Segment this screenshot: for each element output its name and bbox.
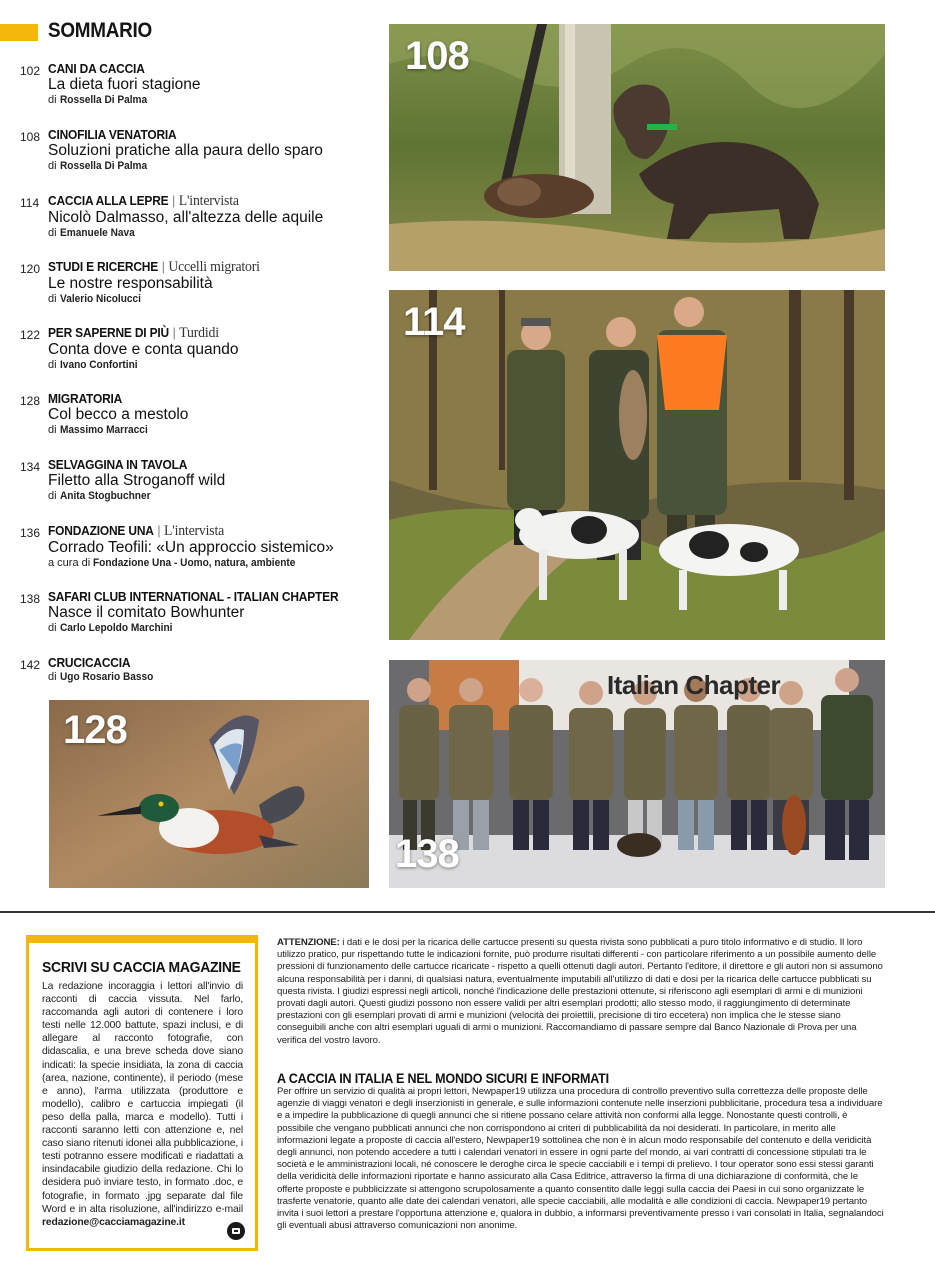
toc-author-line (48, 489, 380, 504)
toc-subcategory: L'intervista (164, 523, 225, 539)
toc-title: Nasce il comitato Bowhunter (48, 604, 245, 621)
toc-author-prefix: di (48, 359, 57, 371)
toc-author-line (48, 358, 380, 373)
toc-category: CRUCICACCIA (48, 655, 131, 670)
info-section-heading: A CACCIA IN ITALIA E NEL MONDO SICURI E INFORMATI (277, 1071, 609, 1086)
toc-author-prefix: di (48, 160, 57, 172)
toc-author: Rossella Di Palma (59, 160, 147, 172)
toc-category: CINOFILIA VENATORIA (48, 127, 177, 142)
toc-category-label: PER SAPERNE DI PIÙ (48, 325, 169, 340)
photo-group-bowhunters[interactable] (389, 660, 885, 888)
write-for-us-text (42, 980, 243, 1229)
write-for-us-box (26, 935, 258, 1251)
toc-page-number: 108 (20, 130, 41, 144)
toc-author-line (48, 556, 380, 571)
contact-email-link[interactable]: redazione@cacciamagazine.it (42, 1216, 185, 1228)
write-for-us-body: La redazione incoraggia i lettori all'invio di racconti di caccia vissuta. Nel farlo, raccomanda agli autori di contenere i loro testi nelle 12.000 battute, spazi inclusi, e di allegare al racconto fotografie, con didascalia, e una breve scheda dove siano indicati: la specie insidiata, la zona di caccia (area, nazione, continente), il periodo (mese e anno), l'arma utilizzata (produttore e modello), calibro e cartuccia impiegati (il peso della palla, marca e modello). Tutti i racconti saranno letti con attenzione e, nel caso siano ritenuti idonei alla pubblicazione, i testi potranno essere modificati e riadattati a insindacabile giudizio della redazione. Chi lo desidera può inviare testo, in formato .doc, e fotografie, in formato .jpg separate dal file Word e in alta risoluzione, all'indirizzo e-mail (42, 981, 243, 1215)
toc-author: Ugo Rosario Basso (59, 671, 153, 683)
toc-title: Conta dove e conta quando (48, 341, 239, 358)
toc-author: Ivano Confortini (59, 359, 138, 371)
toc-category: PER SAPERNE DI PIÙ | Turdidi (48, 325, 219, 341)
toc-author: Carlo Lepoldo Marchini (59, 622, 173, 634)
banner-text: Italian Chapter (607, 670, 781, 700)
toc-author-prefix: di (48, 490, 57, 502)
toc-page-number: 122 (20, 328, 41, 342)
toc-category: SELVAGGINA IN TAVOLA (48, 457, 188, 472)
toc-author-prefix: di (48, 94, 57, 106)
photo-page-number: 128 (63, 708, 127, 752)
toc-author-line (48, 423, 380, 438)
toc-author: Valerio Nicolucci (59, 293, 141, 305)
toc-category-label: CACCIA ALLA LEPRE (48, 193, 169, 208)
toc-author-prefix: di (48, 671, 57, 683)
toc-page-number: 142 (20, 658, 41, 672)
section-marker-bar (0, 24, 38, 41)
toc-author-line (48, 292, 380, 307)
section-divider (0, 911, 935, 913)
toc-author: Massimo Marracci (59, 424, 148, 436)
toc-category-label: STUDI E RICERCHE (48, 259, 159, 274)
toc-author: Rossella Di Palma (59, 94, 147, 106)
toc-category: STUDI E RICERCHE | Uccelli migratori (48, 259, 260, 275)
toc-author-line (48, 670, 380, 685)
photo-page-number: 114 (403, 300, 465, 344)
toc-page-number: 134 (20, 460, 41, 474)
toc-title: Corrado Teofili: «Un approccio sistemico» (48, 539, 334, 556)
toc-page-number: 128 (20, 394, 41, 408)
toc-author-line (48, 159, 380, 174)
toc-page-number: 102 (20, 64, 41, 78)
toc-author-prefix: di (48, 424, 57, 436)
toc-title: Le nostre responsabilità (48, 275, 213, 292)
photo-page-number: 108 (405, 34, 469, 78)
toc-subcategory: Uccelli migratori (168, 259, 260, 275)
toc-title: Soluzioni pratiche alla paura dello sparo (48, 142, 323, 159)
disclaimer-text: i dati e le dosi per la ricarica delle cartucce presenti su questa rivista sono pubblicati a puro titolo informativo e di studio. Il loro utilizzo pratico, pur rispettando tutte le indicazioni fornite, può produrre risultati differenti - con particolare riferimento a un possibile aumento delle pressioni di funzionamento delle cartucce ricaricate - rispetto a quelli ottenuti dagli autori. Pertanto l'editore, il direttore e gli autori non si assumono alcuna responsabilità per i danni, di qualsiasi natura, eventualmente imputabili all'utilizzo di dati e dosi per la ricarica delle cartucce pubblicati su questa rivista. I giudizi espressi negli articoli, nonché l'indicazione delle prestazioni ottenute, si riferiscono agli esemplari di armi e di munizioni provati dagli autori. Questi giudizi possono non essere validi per altri esemplari prodotti; allo stesso modo, il raggiungimento di determinate prestazioni con gli esemplari provati di armi e munizioni (velocità dei proiettili, precisione di tiro eccetera) non implica che le stesse siano conseguibili anche con altri esemplari uguali di armi o munizioni. Raccomandiamo di passare sempre dal Banco Nazionale di Prova per una verifica del vostro lavoro. (277, 937, 883, 1046)
toc-title: Filetto alla Stroganoff wild (48, 472, 226, 489)
toc-author-prefix: di (48, 227, 57, 239)
toc-page-number: 136 (20, 526, 41, 540)
toc-category: FONDAZIONE UNA | L'intervista (48, 523, 225, 539)
info-section-text: Per offrire un servizio di qualità ai propri lettori, Newpaper19 utilizza una procedura di controllo preventivo sulla correttezza delle proposte delle agenzie di viaggi venatori e degli inserzionisti in generale, e sulle informazioni contenute nelle inserzioni pubblicitarie, procedura tesa a individuare e a impedire la pubblicazione di quegli annunci che si ritiene possano celare attività non conformi alla legge. Nonostante questi controlli, è possibile che vengano pubblicati annunci che non corrispondono ai criteri di pubblicabilità da noi desiderati. In particolare, in merito alle informazioni legate a proposte di caccia all'estero, Newpaper19 sottolinea che non è in alcun modo responsabile del contenuto e della veridicità degli annunci, non potendo accedere a tutti i calendari venatori in essere in ogni parte del mondo, ai vari contratti di concessione stipulati tra le società e le amministrazioni locali, né conoscere le deroghe circa le specie cacciabili e i tempi di prelievo. I tour operator sono essi stessi garanti della veridicità delle informazioni riportate e hanno assicurato alla Casa Editrice, attraverso la firma di una dichiarazione di conformità, che le offerte proposte e pubblicizzate si attengono scrupolosamente a quanto consentito dalle leggi sulla caccia dei Paesi in cui sono organizzate le trasferte venatorie, quanto alle date dei calendari venatori, alle specie cacciabili, alle modalità e alle condizioni di caccia. Newpaper19 pertanto invita i suoi lettori a prestare l'opportuna attenzione e, qualora in dubbio, a informarsi preventivamente presso i vari consolati in Italia, segnalandoci gli eventuali abusi attraverso comunicazioni non anonime. (277, 1086, 884, 1232)
disclaimer-label: ATTENZIONE: (277, 937, 340, 948)
toc-author-line (48, 621, 380, 636)
toc-page-number: 138 (20, 592, 41, 606)
toc-title: Col becco a mestolo (48, 406, 189, 423)
photo-hunters-with-dogs[interactable] (389, 290, 885, 640)
toc-author: Emanuele Nava (59, 227, 135, 239)
magazine-logo-icon (227, 1222, 245, 1240)
toc-title: La dieta fuori stagione (48, 76, 201, 93)
photo-page-number: 138 (395, 832, 459, 876)
write-for-us-title: SCRIVI SU CACCIA MAGAZINE (42, 959, 241, 976)
toc-subcategory: Turdidi (179, 325, 219, 341)
toc-page-number: 120 (20, 262, 41, 276)
toc-page-number: 114 (20, 196, 40, 210)
photo-dog-with-game[interactable] (389, 24, 885, 271)
toc-category: CACCIA ALLA LEPRE | L'intervista (48, 193, 239, 209)
toc-author-prefix: a cura di (48, 557, 91, 569)
toc-author-prefix: di (48, 622, 57, 634)
toc-title: Nicolò Dalmasso, all'altezza delle aquile (48, 209, 324, 226)
toc-category-label: FONDAZIONE UNA (48, 523, 154, 538)
toc-author: Anita Stogbuchner (59, 490, 151, 502)
toc-category: CANI DA CACCIA (48, 61, 145, 76)
toc-author-prefix: di (48, 293, 57, 305)
toc-author: Fondazione Una - Uomo, natura, ambiente (93, 557, 296, 569)
page-title: SOMMARIO (48, 19, 152, 42)
toc-author-line (48, 226, 380, 241)
toc-category: MIGRATORIA (48, 391, 123, 406)
toc-author-line (48, 93, 380, 108)
toc-subcategory: L'intervista (178, 193, 239, 209)
toc-category: SAFARI CLUB INTERNATIONAL - ITALIAN CHAPTER (48, 589, 339, 604)
disclaimer-paragraph (277, 937, 885, 1047)
photo-flying-duck[interactable] (49, 700, 369, 888)
